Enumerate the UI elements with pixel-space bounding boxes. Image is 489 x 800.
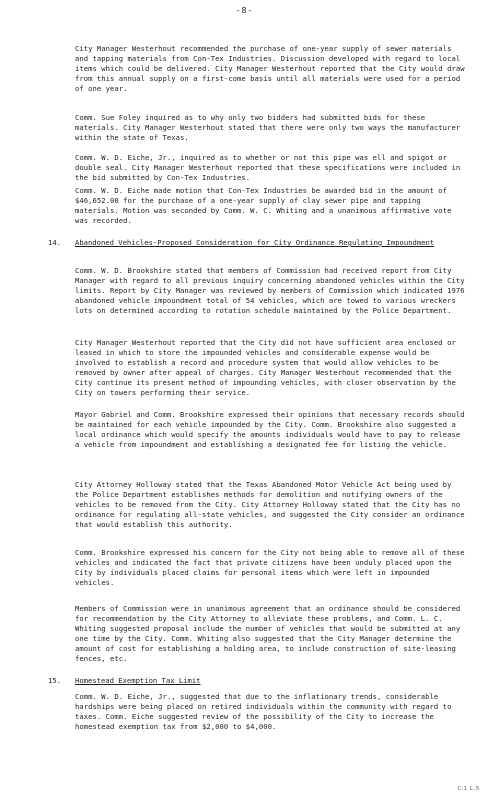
paragraph-bid-motion: Comm. W. D. Eiche made motion that Con-Tex Industries be awarded bid in the amount of $46,652.00 for the purchase of a one-year supply of clay sewer pipe and tapping materials. Motion was seconded by Comm. W. C. Whiting and a unanimous affirmative vote was recorded. — [75, 186, 452, 225]
paragraph-city-attorney: City Attorney Holloway stated that the Texas Abandoned Motor Vehicle Act being used by the Police Department establishes methods for demolition and notifying owners of the vehicles to be removed from the City. City Attorney Holloway stated that the City has no ordinance for regulating all-state vehicles, and suggested the City consider an ordinance that would establish this authority. — [75, 480, 465, 529]
paragraph-pipe-inquiry: Comm. W. D. Eiche, Jr., inquired as to whether or not this pipe was ell and spigot or double seal. City Manager Westerhout reported that these specifications were included in the bid submitted by Con-Tex Industries. — [75, 153, 461, 182]
page-number: -8- — [235, 6, 254, 15]
item-number-14: 14. — [48, 238, 61, 247]
item-heading-homestead-exemption: Homestead Exemption Tax Limit — [75, 676, 201, 685]
paragraph-abandoned-vehicles-report: Comm. W. D. Brookshire stated that members of Commission had received report from City Manager with regard to all previous inquiry concerning abandoned vehicles within the City limits. Report by City Manager was reviewed by members of Commission which indicated 1976 abandoned vehicle impoundment total of 54 vehicles, which are towed to various wreckers lots on determined according to rotation schedule maintained by the Police Department. — [75, 266, 465, 315]
paragraph-storage-area: City Manager Westerhout reported that the City did not have sufficient area enclosed or leased in which to store the impounded vehicles and considerable expense would be involved to establish a record and procedure system that would allow vehicles to be removed by owner after appeal of charges. City Manager Westerhout recommended that the City continue its present method of impounding vehicles, with closer observation by the City on towers performing their service. — [75, 338, 456, 397]
paragraph-brookshire-concern: Comm. Brookshire expressed his concern for the City not being able to remove all of these vehicles and indicated the fact that private citizens have been unduly placed upon the City by individuals placed claims for personal items which were left in impounded vehicles. — [75, 548, 465, 587]
item-heading-abandoned-vehicles: Abandoned Vehicles-Proposed Consideration for City Ordinance Regulating Impoundment — [75, 238, 435, 247]
paragraph-homestead-exemption: Comm. W. D. Eiche, Jr., suggested that due to the inflationary trends, considerable hardships were being placed on retired individuals within the community with regard to taxes. Comm. Eiche suggested review of the possibility of the City to increase the homestead exemption tax from $2,000 to $4,000. — [75, 692, 452, 731]
paragraph-ordinance-agreement: Members of Commission were in unanimous agreement that an ordinance should be considered for recommendation by the City Attorney to alleviate these problems, and Comm. L. C. Whiting suggested proposal include the number of vehicles that would be submitted at any one time by the City. Comm. Whiting also suggested that the City Manager determine the amount of cost for establishing a holding area, to include construction of site-leasing fences, etc. — [75, 604, 461, 663]
item-number-15: 15. — [48, 676, 61, 685]
paragraph-bidders-inquiry: Comm. Sue Foley inquired as to why only two bidders had submitted bids for these materials. City Manager Westerhout stated that there were only two ways the manufacturer within the state of Texas. — [75, 113, 461, 142]
footer-mark: C.1 L.5 — [457, 786, 479, 792]
paragraph-con-tex-recommendation: City Manager Westerhout recommended the purchase of one-year supply of sewer materials and tapping materials from Con-Tex Industries. Discussion developed with regard to local items which could be delivered. City Manager Westerhout reported that the City would draw from this annual supply on a first-come basis until all materials were used for a period of one year. — [75, 44, 465, 93]
paragraph-records-opinion: Mayor Gabriel and Comm. Brookshire expressed their opinions that necessary records should be maintained for each vehicle impounded by the City. Comm. Brookshire also suggested a local ordinance which would specify the amounts individuals would have to pay to release a vehicle from impoundment and establishing a designated fee for listing the vehicle. — [75, 410, 465, 449]
